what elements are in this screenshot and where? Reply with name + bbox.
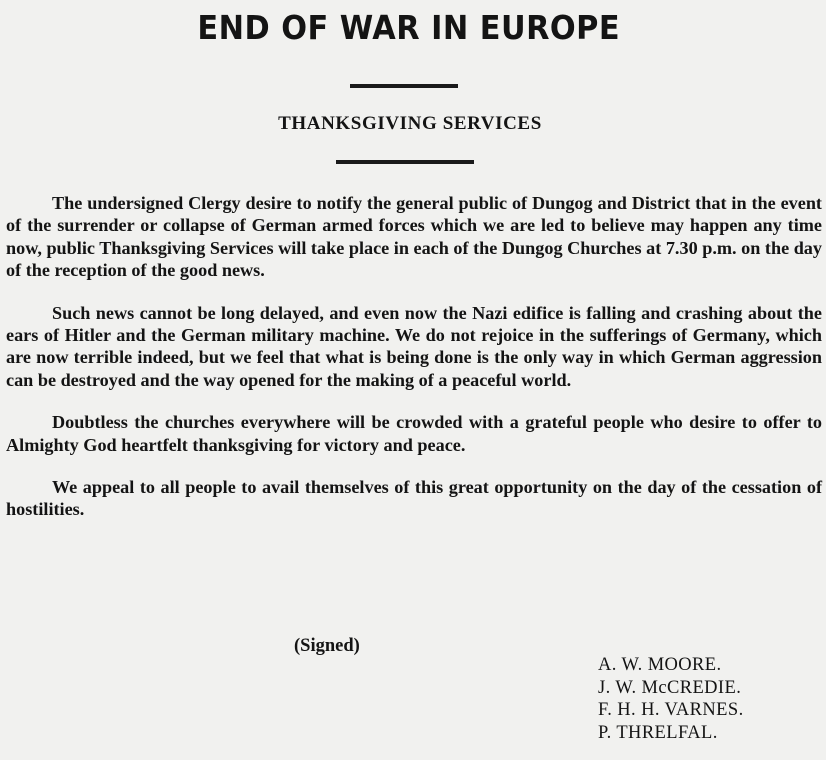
paragraph-4: We appeal to all people to avail themselves of this great opportunity on the day of the cessation of hostilities. [6,477,822,520]
headline: END OF WAR IN EUROPE [197,8,621,47]
signatory-list [598,654,744,744]
top-divider-rule [350,84,458,88]
paragraph-1: The undersigned Clergy desire to notify the general public of Dungog and District that in the event of the surrender or collapse of German armed forces which we are led to believe may happen any time now, public Thanksgiving Services will take place in each of the Dungog Churches at 7.30 p.m. on the day of the reception of the good news. [6,193,822,281]
paragraph-3: Doubtless the churches everywhere will be crowded with a grateful people who desire to offer to Almighty God heartfelt thanksgiving for victory and peace. [6,412,822,455]
signatory: J. W. McCREDIE. [598,677,742,698]
bottom-divider-rule [336,160,474,164]
signatory: A. W. MOORE. [598,655,722,675]
notice-body [6,192,822,541]
signatory: F. H. H. VARNES. [598,700,744,720]
signatory: P. THRELFAL. [598,722,718,743]
paragraph-2: Such news cannot be long delayed, and even now the Nazi edifice is falling and crashing about the ears of Hitler and the German military machine. We do not rejoice in the sufferings of Germany, which are now terrible indeed, but we feel that what is being done is the only way in which German aggression can be destroyed and the way opened for the making of a peaceful world. [6,302,822,390]
signed-label: (Signed) [294,636,360,656]
subheadline: THANKSGIVING SERVICES [278,113,542,134]
